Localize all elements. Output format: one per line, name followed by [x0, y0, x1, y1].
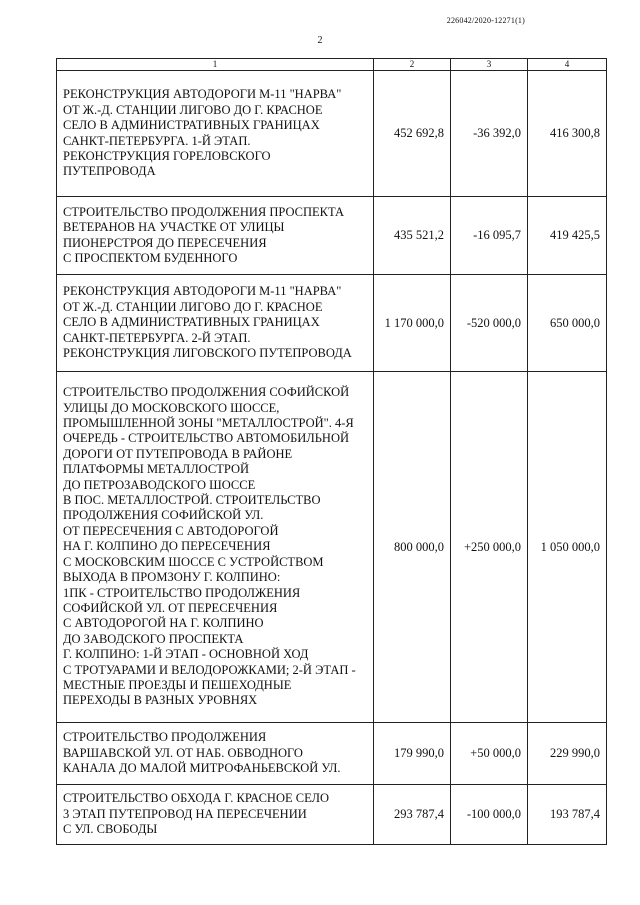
row-value-4: 650 000,0	[528, 275, 607, 372]
row-value-3: -36 392,0	[451, 71, 528, 197]
row-description: РЕКОНСТРУКЦИЯ АВТОДОРОГИ М-11 "НАРВА" ОТ Ж.-Д. СТАНЦИИ ЛИГОВО ДО Г. КРАСНОЕ СЕЛО В АДМИНИСТРАТИВНЫХ ГРАНИЦАХ САНКТ-ПЕТЕРБУРГА. 2-Й ЭТАП. РЕКОНСТРУКЦИЯ ЛИГОВСКОГО ПУТЕПРОВОДА	[57, 275, 374, 372]
row-value-3: -520 000,0	[451, 275, 528, 372]
row-description: СТРОИТЕЛЬСТВО ПРОДОЛЖЕНИЯ ВАРШАВСКОЙ УЛ. ОТ НАБ. ОБВОДНОГО КАНАЛА ДО МАЛОЙ МИТРОФАНЬЕВСКОЙ УЛ.	[57, 723, 374, 785]
budget-table	[56, 58, 607, 845]
row-value-3: -16 095,7	[451, 197, 528, 275]
row-value-2: 452 692,8	[374, 71, 451, 197]
page-number: 2	[317, 35, 323, 46]
row-value-4: 229 990,0	[528, 723, 607, 785]
row-value-4: 419 425,5	[528, 197, 607, 275]
row-value-4: 1 050 000,0	[528, 372, 607, 723]
column-header-1: 1	[57, 59, 374, 71]
column-header-2: 2	[374, 59, 451, 71]
table-row	[57, 197, 607, 275]
document-number: 226042/2020-12271(1)	[446, 16, 525, 25]
row-value-2: 293 787,4	[374, 785, 451, 845]
row-description: СТРОИТЕЛЬСТВО ПРОДОЛЖЕНИЯ ПРОСПЕКТА ВЕТЕРАНОВ НА УЧАСТКЕ ОТ УЛИЦЫ ПИОНЕРСТРОЯ ДО ПЕРЕСЕЧЕНИЯ С ПРОСПЕКТОМ БУДЕННОГО	[57, 197, 374, 275]
row-value-3: -100 000,0	[451, 785, 528, 845]
row-value-2: 800 000,0	[374, 372, 451, 723]
row-value-2: 1 170 000,0	[374, 275, 451, 372]
table-row	[57, 785, 607, 845]
table-header-row	[57, 59, 607, 71]
row-description: СТРОИТЕЛЬСТВО ОБХОДА Г. КРАСНОЕ СЕЛО 3 ЭТАП ПУТЕПРОВОД НА ПЕРЕСЕЧЕНИИ С УЛ. СВОБОДЫ	[57, 785, 374, 845]
column-header-4: 4	[528, 59, 607, 71]
row-description: РЕКОНСТРУКЦИЯ АВТОДОРОГИ М-11 "НАРВА" ОТ Ж.-Д. СТАНЦИИ ЛИГОВО ДО Г. КРАСНОЕ СЕЛО В АДМИНИСТРАТИВНЫХ ГРАНИЦАХ САНКТ-ПЕТЕРБУРГА. 1-Й ЭТАП. РЕКОНСТРУКЦИЯ ГОРЕЛОВСКОГО ПУТЕПРОВОДА	[57, 71, 374, 197]
row-value-2: 435 521,2	[374, 197, 451, 275]
column-header-3: 3	[451, 59, 528, 71]
table-row	[57, 71, 607, 197]
table-row	[57, 275, 607, 372]
row-description: СТРОИТЕЛЬСТВО ПРОДОЛЖЕНИЯ СОФИЙСКОЙ УЛИЦЫ ДО МОСКОВСКОГО ШОССЕ, ПРОМЫШЛЕННОЙ ЗОНЫ "МЕТАЛЛОСТРОЙ". 4-Я ОЧЕРЕДЬ - СТРОИТЕЛЬСТВО АВТОМОБИЛЬНОЙ ДОРОГИ ОТ ПУТЕПРОВОДА В РАЙОНЕ ПЛАТФОРМЫ МЕТАЛЛОСТРОЙ ДО ПЕТРОЗАВОДСКОГО ШОССЕ В ПОС. МЕТАЛЛОСТРОЙ. СТРОИТЕЛЬСТВО ПРОДОЛЖЕНИЯ СОФИЙСКОЙ УЛ. ОТ ПЕРЕСЕЧЕНИЯ С АВТОДОРОГОЙ НА Г. КОЛПИНО ДО ПЕРЕСЕЧЕНИЯ С МОСКОВСКИМ ШОССЕ С УСТРОЙСТВОМ ВЫХОДА В ПРОМЗОНУ Г. КОЛПИНО: 1ПК - СТРОИТЕЛЬСТВО ПРОДОЛЖЕНИЯ СОФИЙСКОЙ УЛ. ОТ ПЕРЕСЕЧЕНИЯ С АВТОДОРОГОЙ НА Г. КОЛПИНО ДО ЗАВОДСКОГО ПРОСПЕКТА Г. КОЛПИНО: 1-Й ЭТАП - ОСНОВНОЙ ХОД С ТРОТУАРАМИ И ВЕЛОДОРОЖКАМИ; 2-Й ЭТАП - МЕСТНЫЕ ПРОЕЗДЫ И ПЕШЕХОДНЫЕ ПЕРЕХОДЫ В РАЗНЫХ УРОВНЯХ	[57, 372, 374, 723]
row-value-4: 193 787,4	[528, 785, 607, 845]
table-row	[57, 723, 607, 785]
row-value-3: +250 000,0	[451, 372, 528, 723]
row-value-2: 179 990,0	[374, 723, 451, 785]
row-value-3: +50 000,0	[451, 723, 528, 785]
table-row	[57, 372, 607, 723]
row-value-4: 416 300,8	[528, 71, 607, 197]
